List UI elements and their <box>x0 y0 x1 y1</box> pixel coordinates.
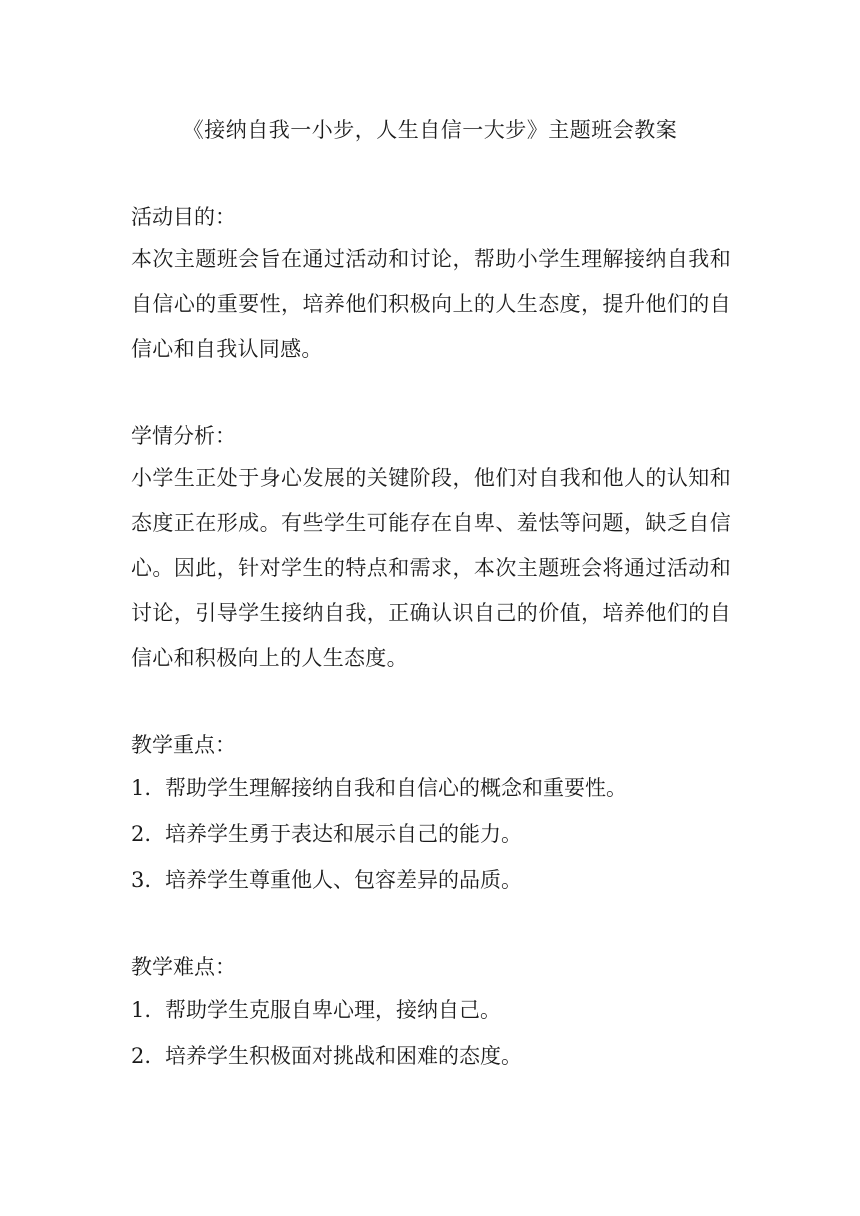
list-number: 2. <box>131 822 152 846</box>
list-number: 2. <box>131 1044 152 1068</box>
list-text: 培养学生尊重他人、包容差异的品质。 <box>165 868 522 892</box>
list-item <box>131 811 731 857</box>
section-heading: 活动目的： <box>131 205 236 229</box>
section-teaching-difficulty <box>131 947 731 1079</box>
list-item <box>131 1033 731 1079</box>
list-text: 帮助学生理解接纳自我和自信心的概念和重要性。 <box>165 776 627 800</box>
list-item <box>131 765 731 811</box>
document-title: 《接纳自我一小步，人生自信一大步》主题班会教案 <box>182 118 678 142</box>
section-heading: 学情分析： <box>131 424 236 448</box>
section-teaching-focus <box>131 725 731 903</box>
section-heading: 教学重点： <box>131 733 236 757</box>
section-student-analysis <box>131 416 731 681</box>
list-item <box>131 987 731 1033</box>
section-heading: 教学难点： <box>131 955 236 979</box>
list-text: 培养学生勇于表达和展示自己的能力。 <box>165 822 522 846</box>
section-activity-goal <box>131 197 731 372</box>
list-number: 3. <box>131 868 152 892</box>
section-paragraph: 本次主题班会旨在通过活动和讨论，帮助小学生理解接纳自我和自信心的重要性，培养他们积极向上的人生态度，提升他们的自信心和自我认同感。 <box>131 247 731 361</box>
document-body <box>131 197 731 1123</box>
list-number: 1. <box>131 776 152 800</box>
list-text: 培养学生积极面对挑战和困难的态度。 <box>165 1044 522 1068</box>
list-text: 帮助学生克服自卑心理，接纳自己。 <box>165 998 501 1022</box>
section-paragraph: 小学生正处于身心发展的关键阶段，他们对自我和他人的认知和态度正在形成。有些学生可能存在自卑、羞怯等问题，缺乏自信心。因此，针对学生的特点和需求，本次主题班会将通过活动和讨论，引导学生接纳自我，正确认识自己的价值，培养他们的自信心和积极向上的人生态度。 <box>131 466 731 670</box>
list-number: 1. <box>131 998 152 1022</box>
list-item <box>131 857 731 903</box>
